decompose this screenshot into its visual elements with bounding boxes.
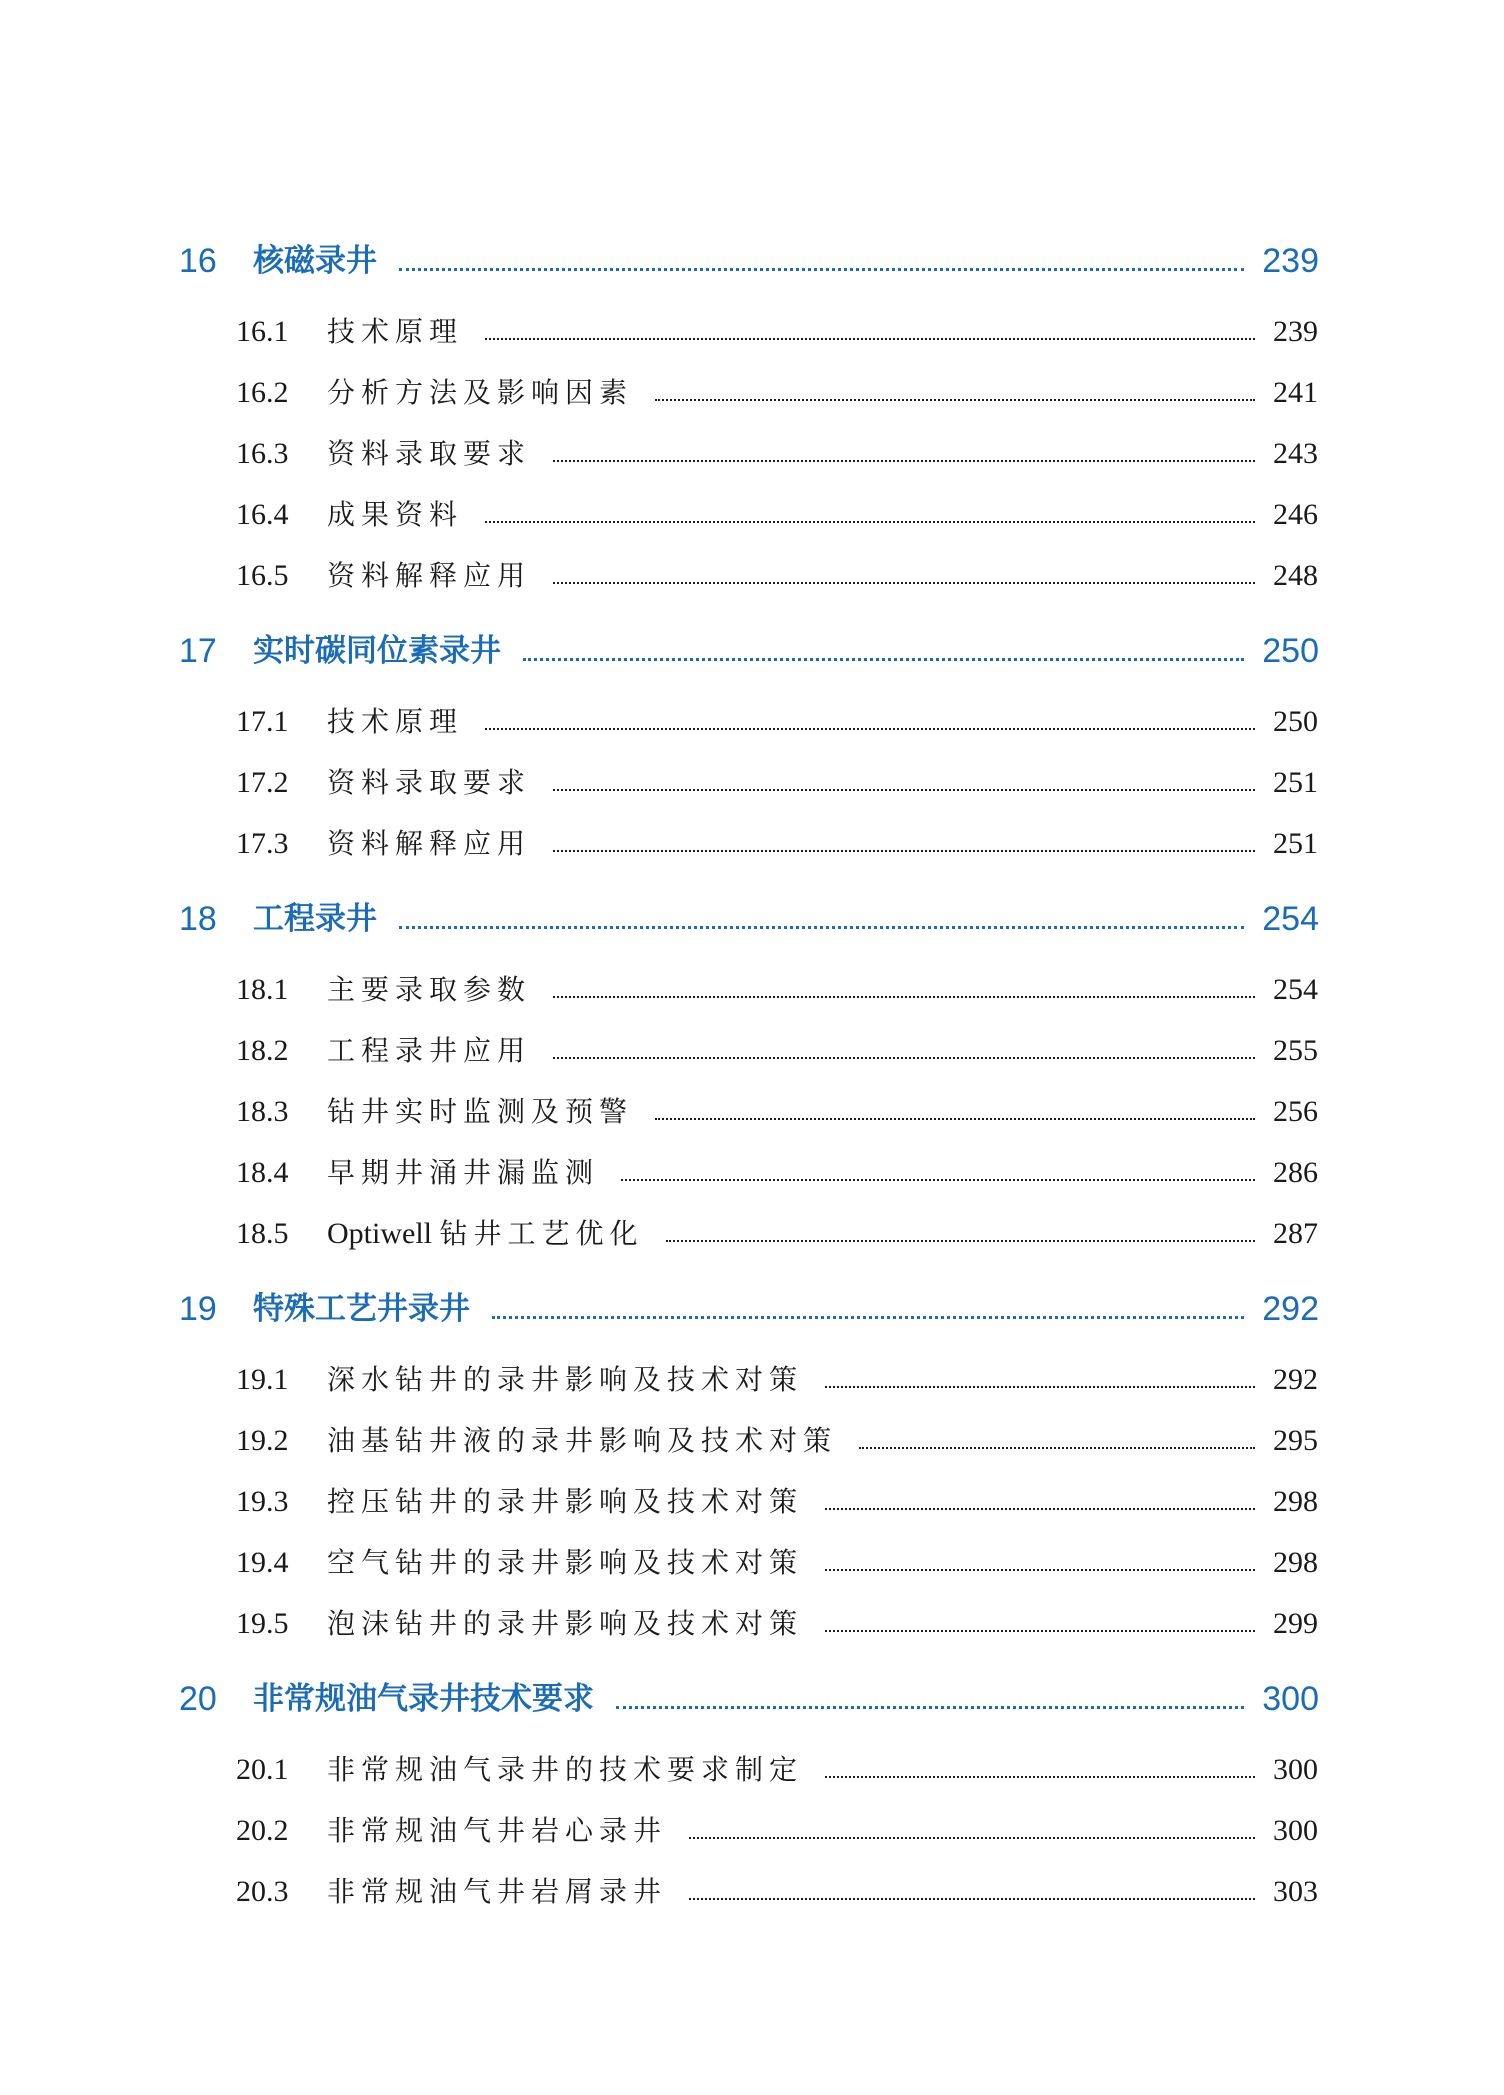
section-title: 早期井涌井漏监测 bbox=[327, 1156, 600, 1189]
section-title-latin: Optiwell bbox=[327, 1217, 440, 1250]
chapter-number: 18 bbox=[179, 900, 217, 938]
section-entry[interactable] bbox=[0, 758, 1504, 808]
section-title: 成果资料 bbox=[327, 498, 464, 531]
dot-leader bbox=[825, 1630, 1255, 1632]
section-number: 19.5 bbox=[236, 1607, 289, 1640]
section-entry[interactable] bbox=[0, 1477, 1504, 1527]
dot-leader bbox=[399, 268, 1244, 271]
section-number: 16.4 bbox=[236, 498, 289, 531]
dot-leader bbox=[485, 338, 1255, 340]
section-entry[interactable] bbox=[0, 307, 1504, 357]
section-number: 19.1 bbox=[236, 1363, 289, 1396]
section-title: 钻井实时监测及预警 bbox=[327, 1095, 634, 1128]
section-entry[interactable] bbox=[0, 490, 1504, 540]
chapter-number: 16 bbox=[179, 242, 217, 280]
dot-leader bbox=[825, 1776, 1255, 1778]
section-number: 19.3 bbox=[236, 1485, 289, 1518]
dot-leader bbox=[553, 1057, 1255, 1059]
section-title: 深水钻井的录井影响及技术对策 bbox=[327, 1363, 804, 1396]
section-title: 主要录取参数 bbox=[327, 973, 532, 1006]
section-page-number: 300 bbox=[1273, 1753, 1318, 1786]
section-title: 非常规油气录井的技术要求制定 bbox=[327, 1753, 804, 1786]
section-entry[interactable] bbox=[0, 1806, 1504, 1856]
section-title-text: 钻井工艺优化 bbox=[439, 1217, 644, 1250]
chapter-entry[interactable] bbox=[0, 1674, 1504, 1724]
section-entry[interactable] bbox=[0, 1416, 1504, 1466]
dot-leader bbox=[399, 926, 1244, 929]
chapter-title: 实时碳同位素录井 bbox=[253, 633, 501, 669]
section-page-number: 299 bbox=[1273, 1607, 1318, 1640]
dot-leader bbox=[689, 1837, 1255, 1839]
dot-leader bbox=[621, 1179, 1255, 1181]
section-title: 泡沫钻井的录井影响及技术对策 bbox=[327, 1607, 804, 1640]
section-page-number: 254 bbox=[1273, 973, 1318, 1006]
chapter-title: 特殊工艺井录井 bbox=[253, 1291, 470, 1327]
section-page-number: 250 bbox=[1273, 705, 1318, 738]
chapter-page-number: 254 bbox=[1262, 900, 1319, 938]
chapter-title: 工程录井 bbox=[253, 901, 377, 937]
section-number: 18.1 bbox=[236, 973, 289, 1006]
dot-leader bbox=[859, 1447, 1255, 1449]
section-entry[interactable] bbox=[0, 551, 1504, 601]
chapter-number: 19 bbox=[179, 1290, 217, 1328]
section-entry[interactable] bbox=[0, 1538, 1504, 1588]
section-number: 18.4 bbox=[236, 1156, 289, 1189]
dot-leader bbox=[825, 1508, 1255, 1510]
section-entry[interactable] bbox=[0, 368, 1504, 418]
section-page-number: 239 bbox=[1273, 315, 1318, 348]
dot-leader bbox=[492, 1316, 1244, 1319]
section-title: 资料录取要求 bbox=[327, 437, 532, 470]
section-number: 16.2 bbox=[236, 376, 289, 409]
section-entry[interactable] bbox=[0, 1209, 1504, 1259]
section-page-number: 246 bbox=[1273, 498, 1318, 531]
section-title: 资料解释应用 bbox=[327, 827, 532, 860]
section-page-number: 251 bbox=[1273, 766, 1318, 799]
dot-leader bbox=[825, 1386, 1255, 1388]
section-title: 技术原理 bbox=[327, 705, 464, 738]
section-title: 空气钻井的录井影响及技术对策 bbox=[327, 1546, 804, 1579]
chapter-number: 17 bbox=[179, 632, 217, 670]
section-title: 工程录井应用 bbox=[327, 1034, 532, 1067]
dot-leader bbox=[553, 996, 1255, 998]
section-number: 20.1 bbox=[236, 1753, 289, 1786]
section-entry[interactable] bbox=[0, 1026, 1504, 1076]
chapter-number: 20 bbox=[179, 1680, 217, 1718]
dot-leader bbox=[655, 1118, 1255, 1120]
section-number: 18.2 bbox=[236, 1034, 289, 1067]
section-page-number: 303 bbox=[1273, 1875, 1318, 1908]
section-page-number: 251 bbox=[1273, 827, 1318, 860]
section-title: 资料解释应用 bbox=[327, 559, 532, 592]
section-number: 18.5 bbox=[236, 1217, 289, 1250]
section-page-number: 255 bbox=[1273, 1034, 1318, 1067]
dot-leader bbox=[485, 728, 1255, 730]
section-title: 资料录取要求 bbox=[327, 766, 532, 799]
section-title: 技术原理 bbox=[327, 315, 464, 348]
section-page-number: 286 bbox=[1273, 1156, 1318, 1189]
section-number: 20.2 bbox=[236, 1814, 289, 1847]
section-page-number: 243 bbox=[1273, 437, 1318, 470]
dot-leader bbox=[655, 399, 1255, 401]
section-entry[interactable] bbox=[0, 1867, 1504, 1917]
section-page-number: 248 bbox=[1273, 559, 1318, 592]
section-number: 16.3 bbox=[236, 437, 289, 470]
section-entry[interactable] bbox=[0, 697, 1504, 747]
section-number: 17.1 bbox=[236, 705, 289, 738]
section-page-number: 298 bbox=[1273, 1546, 1318, 1579]
dot-leader bbox=[616, 1706, 1244, 1709]
chapter-page-number: 292 bbox=[1262, 1290, 1319, 1328]
section-number: 19.4 bbox=[236, 1546, 289, 1579]
chapter-page-number: 300 bbox=[1262, 1680, 1319, 1718]
section-title: 非常规油气井岩心录井 bbox=[327, 1814, 668, 1847]
chapter-page-number: 239 bbox=[1262, 242, 1319, 280]
section-number: 20.3 bbox=[236, 1875, 289, 1908]
dot-leader bbox=[689, 1898, 1255, 1900]
section-entry[interactable] bbox=[0, 965, 1504, 1015]
section-page-number: 241 bbox=[1273, 376, 1318, 409]
section-page-number: 256 bbox=[1273, 1095, 1318, 1128]
section-number: 17.3 bbox=[236, 827, 289, 860]
section-entry[interactable] bbox=[0, 819, 1504, 869]
section-entry[interactable] bbox=[0, 1745, 1504, 1795]
section-number: 16.5 bbox=[236, 559, 289, 592]
section-entry[interactable] bbox=[0, 1087, 1504, 1137]
chapter-title: 核磁录井 bbox=[253, 243, 377, 279]
section-number: 17.2 bbox=[236, 766, 289, 799]
section-page-number: 287 bbox=[1273, 1217, 1318, 1250]
section-title: 分析方法及影响因素 bbox=[327, 376, 634, 409]
section-page-number: 298 bbox=[1273, 1485, 1318, 1518]
section-title: 非常规油气井岩屑录井 bbox=[327, 1875, 668, 1908]
section-page-number: 300 bbox=[1273, 1814, 1318, 1847]
chapter-entry[interactable] bbox=[0, 894, 1504, 944]
dot-leader bbox=[553, 789, 1255, 791]
section-entry[interactable] bbox=[0, 429, 1504, 479]
chapter-entry[interactable] bbox=[0, 1284, 1504, 1334]
section-number: 18.3 bbox=[236, 1095, 289, 1128]
section-entry[interactable] bbox=[0, 1355, 1504, 1405]
dot-leader bbox=[523, 658, 1244, 661]
section-title: 控压钻井的录井影响及技术对策 bbox=[327, 1485, 804, 1518]
section-number: 19.2 bbox=[236, 1424, 289, 1457]
chapter-entry[interactable] bbox=[0, 236, 1504, 286]
chapter-page-number: 250 bbox=[1262, 632, 1319, 670]
section-number: 16.1 bbox=[236, 315, 289, 348]
chapter-entry[interactable] bbox=[0, 626, 1504, 676]
dot-leader bbox=[553, 460, 1255, 462]
section-entry[interactable] bbox=[0, 1148, 1504, 1198]
section-page-number: 292 bbox=[1273, 1363, 1318, 1396]
section-entry[interactable] bbox=[0, 1599, 1504, 1649]
section-title bbox=[327, 1209, 644, 1259]
dot-leader bbox=[485, 521, 1255, 523]
dot-leader bbox=[553, 850, 1255, 852]
chapter-title: 非常规油气录井技术要求 bbox=[253, 1681, 594, 1717]
section-page-number: 295 bbox=[1273, 1424, 1318, 1457]
dot-leader bbox=[553, 582, 1255, 584]
dot-leader bbox=[666, 1240, 1255, 1242]
section-title: 油基钻井液的录井影响及技术对策 bbox=[327, 1424, 838, 1457]
dot-leader bbox=[825, 1569, 1255, 1571]
